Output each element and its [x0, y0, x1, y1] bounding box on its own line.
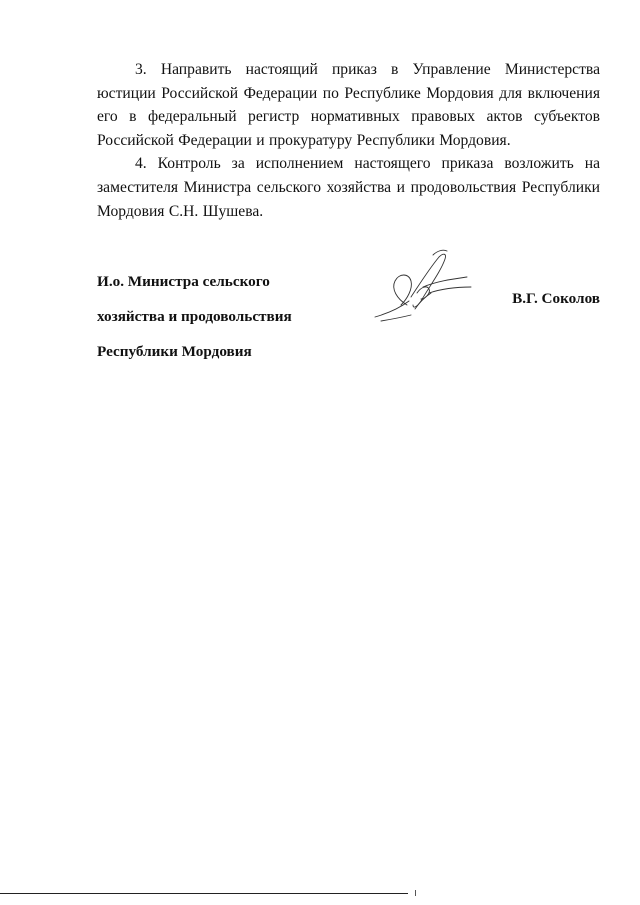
signature-block [97, 255, 600, 360]
document-body [97, 58, 600, 223]
signatory-title [97, 255, 292, 378]
signatory-title-line: хозяйства и продовольствия [97, 307, 292, 325]
signatory-title-line: Республики Мордовия [97, 342, 252, 360]
signatory-title-line: И.о. Министра сельского [97, 272, 270, 290]
footer-divider [0, 893, 408, 894]
handwritten-signature-icon [367, 247, 477, 325]
paragraph-item-3: 3. Направить настоящий приказ в Управление Министерства юстиции Российской Федерации по Республике Мордовия для включения его в федеральный регистр нормативных правовых актов субъектов Российской Федерации и прокуратуру Республики Мордовия. [97, 61, 600, 149]
paragraph-item-4: 4. Контроль за исполнением настоящего приказа возложить на заместителя Министра сельского хозяйства и продовольствия Республики Мордовия С.Н. Шушева. [97, 155, 600, 220]
footer-tick-mark [415, 890, 416, 896]
signatory-name: В.Г. Соколов [512, 290, 600, 307]
